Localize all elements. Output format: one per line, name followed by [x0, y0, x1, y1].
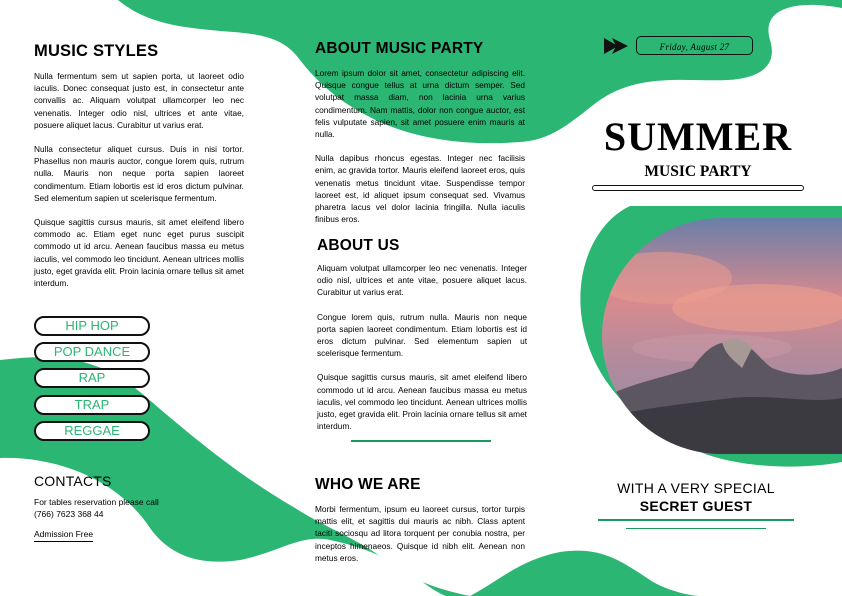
genre-pill-hip-hop: HIP HOP — [34, 316, 150, 336]
genre-pill-trap: TRAP — [34, 395, 150, 415]
about-us-block — [317, 237, 527, 432]
date-text: Friday, August 27 — [659, 42, 730, 52]
about-party-paragraph-1: Lorem ipsum dolor sit amet, consectetur adipiscing elit. Quisque congue tellus at urna dictum semper. Sed volutpat massa diam, non lacinia urna varius condimentum. Nam mattis, dolor non congue auctor, est felis vulputate sapien, sit amet posuere enim mauris at nulla. — [315, 68, 525, 140]
contacts-title: CONTACTS — [34, 473, 112, 489]
admission-text: Admission Free — [34, 529, 93, 542]
about-party-title: ABOUT MUSIC PARTY — [315, 40, 484, 57]
headline: SUMMER — [603, 114, 793, 159]
headline-rule — [592, 185, 804, 191]
music-styles-paragraph-2: Nulla consectetur aliquet cursus. Duis in nisi tortor. Phasellus non mauris auctor, congue lorem quis, rutrum nulla. Mauris non neque porta sapien laoreet condimentum. Etiam lobortis est id eros dictum pulvinar. Sed elementum sapien ut scelerisque fermentum. — [34, 144, 244, 203]
left-column — [34, 42, 244, 289]
guest-rule-2 — [626, 528, 766, 529]
contacts-phone: (766) 7623 368 44 — [34, 509, 104, 519]
guest-line-2: SECRET GUEST — [639, 498, 753, 514]
date-badge — [636, 36, 753, 55]
music-styles-paragraph-3: Quisque sagittis cursus mauris, sit amet eleifend libero commodo ac. Etiam eget nunc eget purus suscipit commodo ut id arcu. Aenean faucibus massa eu metus iaculis, vel commodo leo tincidunt. Aenean ultrices mollis justo, eget gravida elit. Proin lacinia ornare tellus sit amet interdum. — [34, 217, 244, 289]
music-styles-title: MUSIC STYLES — [34, 42, 159, 60]
genre-pill-reggae: REGGAE — [34, 421, 150, 441]
genre-pill-rap: RAP — [34, 368, 150, 388]
who-we-are-paragraph: Morbi fermentum, ipsum eu laoreet cursus, tortor turpis mattis elit, et sagittis dui mauris ac nibh. Class aptent taciti sociosqu ad litora torquent per conubia nostra, per inceptos himenaeos. Quisque id nibh elit. Aenean non metus eros. — [315, 504, 525, 563]
who-we-are-title: WHO WE ARE — [315, 476, 421, 493]
guest-line-1: WITH A VERY SPECIAL — [617, 480, 775, 496]
genre-pill-pop-dance: POP DANCE — [34, 342, 150, 362]
mountain-sunset-photo — [602, 218, 842, 454]
contacts-line: For tables reservation please call — [34, 497, 159, 507]
about-us-title: ABOUT US — [317, 237, 400, 254]
about-party-paragraph-2: Nulla dapibus rhoncus egestas. Integer nec facilisis enim, ac gravida tortor. Mauris eleifend laoreet eros, quis venenatis metus tincidunt vitae. Suspendisse tempor laoreet est, id aliquet ipsum consequat sed. Vivamus pharetra lacus vel dolor lacinia fringilla. Nulla iaculis finibus eros. — [315, 153, 525, 225]
middle-column — [315, 40, 525, 225]
about-us-paragraph-1: Aliquam volutpat ullamcorper leo nec venenatis. Integer odio nisl, ultrices et ante vitae, posuere aliquet lacus. Curabitur ut varius erat. — [317, 263, 527, 298]
about-us-paragraph-3: Quisque sagittis cursus mauris, sit amet eleifend libero commodo ut id arcu. Aenean faucibus massa eu metus iaculis, vel commodo leo tincidunt. Aenean ultrices mollis justo, eget gravida elit. Proin lacinia ornare tellus sit amet interdum. — [317, 372, 527, 432]
guest-rule-1 — [598, 519, 794, 521]
about-us-paragraph-2: Congue lorem quis, rutrum nulla. Mauris non neque porta sapien laoreet condimentum. Etiam lobortis est id eros dictum pulvinar. Sed elementum sapien ut scelerisque fermentum. — [317, 311, 527, 359]
play-arrow-icon — [604, 38, 630, 54]
who-we-are-block — [315, 476, 525, 564]
middle-divider — [351, 440, 491, 442]
music-styles-paragraph-1: Nulla fermentum sem ut sapien porta, ut laoreet odio iaculis. Donec consequat justo est, in consectetur ante convallis ac. Aliquam volutpat ullamcorper leo nec venenatis. Integer odio nisl, ultrices et ante vitae, posuere aliquet lacus. Curabitur ut varius erat. — [34, 71, 244, 130]
subheadline: MUSIC PARTY — [644, 163, 752, 180]
contacts-block — [34, 473, 234, 542]
